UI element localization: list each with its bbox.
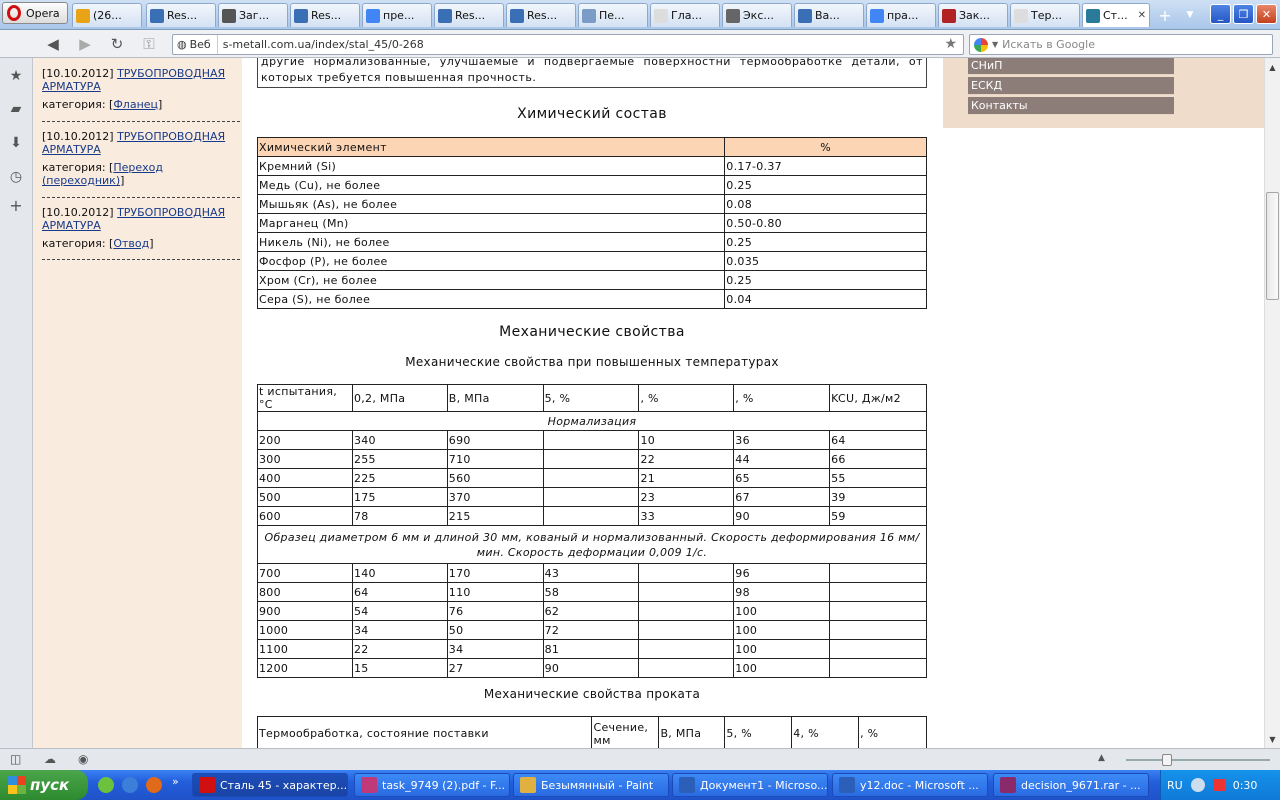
url-text: s-metall.com.ua/index/stal_45/0-268 <box>222 38 424 51</box>
browser-tab[interactable] <box>72 3 142 27</box>
taskbar-window-button[interactable] <box>354 773 510 797</box>
taskbar-window-button[interactable] <box>832 773 988 797</box>
header-cell: Сечение, мм <box>592 717 659 749</box>
value-cell: 1100 <box>258 640 353 659</box>
group-label: Нормализация <box>258 412 927 431</box>
tab-favicon-icon <box>294 9 308 23</box>
value-cell: 81 <box>543 640 639 659</box>
value-cell: 340 <box>352 431 447 450</box>
key-icon[interactable]: ⚿ <box>143 35 155 53</box>
table-row <box>258 507 927 526</box>
taskbar-window-label: Сталь 45 - характер... <box>220 778 348 792</box>
chem-table <box>257 137 927 309</box>
value-cell: 34 <box>352 621 447 640</box>
table-row <box>258 659 927 678</box>
google-icon <box>974 38 988 52</box>
header-cell: t испытания, °C <box>258 385 353 412</box>
value-cell: 700 <box>258 564 353 583</box>
value-cell <box>543 469 639 488</box>
taskbar-window-label: decision_9671.rar - ... <box>1021 778 1141 792</box>
value-cell: 100 <box>734 640 830 659</box>
value-cell <box>543 431 639 450</box>
value-cell: 100 <box>734 621 830 640</box>
tab-label: Res... <box>527 9 558 22</box>
tab-favicon-icon <box>582 9 596 23</box>
tab-label: Res... <box>167 9 198 22</box>
table-row <box>258 214 927 233</box>
taskbar-app-icon <box>199 777 215 793</box>
value-cell <box>543 507 639 526</box>
quicklaunch-icq-icon[interactable] <box>98 777 114 793</box>
value-cell: 100 <box>734 659 830 678</box>
value-cell: 170 <box>447 564 543 583</box>
tab-list-dropdown-icon[interactable]: ▼ <box>1186 10 1194 20</box>
table-row <box>258 271 927 290</box>
unite-cloud-icon[interactable]: ☁ <box>44 752 56 766</box>
minimize-button[interactable]: _ <box>1210 4 1231 24</box>
browser-tab[interactable] <box>1082 3 1150 27</box>
value-cell: 72 <box>543 621 639 640</box>
value-cell: 55 <box>830 469 927 488</box>
start-label: пуск <box>30 776 70 794</box>
news-item: [10.10.2012] ТРУБОПРОВОДНАЯ АРМАТУРА категория: [Отвод] <box>42 206 226 250</box>
reload-icon[interactable]: ↻ <box>110 35 124 53</box>
rolled-props-table <box>257 716 927 748</box>
search-engine-dropdown-icon[interactable]: ▼ <box>992 40 999 49</box>
taskbar-app-icon <box>679 777 695 793</box>
value-cell: 76 <box>447 602 543 621</box>
value-cell <box>830 659 927 678</box>
table-row <box>258 640 927 659</box>
show-status-icon[interactable]: ▲ <box>1098 753 1105 763</box>
tab-label: Гла... <box>671 9 702 22</box>
element-cell: Мышьяк (As), не более <box>258 195 725 214</box>
tab-label: Res... <box>311 9 342 22</box>
table-row <box>258 176 927 195</box>
search-placeholder: Искать в Google <box>1002 38 1095 51</box>
percent-cell: 0.04 <box>725 290 927 309</box>
rolled-props-title: Механические свойства проката <box>483 687 701 701</box>
value-cell: 43 <box>543 564 639 583</box>
header-cell: KCU, Дж/м2 <box>830 385 927 412</box>
panel-toggle-icon[interactable]: ◫ <box>10 752 22 766</box>
value-cell: 59 <box>830 507 927 526</box>
hot-props-title: Механические свойства при повышенных температурах <box>405 355 779 369</box>
value-cell <box>543 488 639 507</box>
scroll-down-arrow-icon[interactable]: ▼ <box>1269 734 1276 744</box>
news-item: [10.10.2012] ТРУБОПРОВОДНАЯ АРМАТУРА категория: [Фланец] <box>42 67 226 111</box>
bookmark-star-icon[interactable]: ★ <box>944 36 957 52</box>
percent-cell: 0.50-0.80 <box>725 214 927 233</box>
scrollbar-thumb[interactable] <box>1266 192 1279 300</box>
header-cell: 4, % <box>792 717 859 749</box>
news-divider <box>42 197 240 198</box>
value-cell <box>639 602 734 621</box>
value-cell: 66 <box>830 450 927 469</box>
tab-favicon-icon <box>726 9 740 23</box>
category-label: категория: <box>42 98 106 111</box>
tab-label: (26... <box>93 9 122 22</box>
tab-close-icon[interactable]: ✕ <box>1137 10 1146 21</box>
browser-tab[interactable] <box>938 3 1008 27</box>
value-cell: 370 <box>447 488 543 507</box>
browser-tab[interactable] <box>650 3 720 27</box>
value-cell <box>543 450 639 469</box>
browser-tab[interactable] <box>290 3 360 27</box>
quicklaunch-firefox-icon[interactable] <box>146 777 162 793</box>
header-cell: Химический элемент <box>258 138 725 157</box>
header-cell: , % <box>734 385 830 412</box>
value-cell <box>830 602 927 621</box>
table-row <box>258 583 927 602</box>
left-column <box>33 58 242 748</box>
browser-tab[interactable] <box>1010 3 1080 27</box>
percent-cell: 0.25 <box>725 233 927 252</box>
value-cell: 560 <box>447 469 543 488</box>
element-cell: Медь (Cu), не более <box>258 176 725 195</box>
taskbar-window-label: y12.doc - Microsoft ... <box>860 778 979 792</box>
value-cell <box>830 564 927 583</box>
header-cell: Термообработка, состояние поставки <box>258 717 592 749</box>
tab-favicon-icon <box>1086 9 1100 23</box>
news-date: [10.10.2012] <box>42 67 114 80</box>
table-row <box>258 564 927 583</box>
windows-taskbar <box>0 770 1280 800</box>
forward-icon[interactable]: ▶ <box>79 35 91 53</box>
value-cell: 690 <box>447 431 543 450</box>
value-cell: 50 <box>447 621 543 640</box>
taskbar-window-label: task_9749 (2).pdf - F... <box>382 778 506 792</box>
value-cell: 78 <box>352 507 447 526</box>
value-cell: 500 <box>258 488 353 507</box>
header-cell: B, МПа <box>659 717 725 749</box>
value-cell: 64 <box>352 583 447 602</box>
table-row <box>258 431 927 450</box>
browser-tab[interactable] <box>794 3 864 27</box>
tab-label: Пе... <box>599 9 625 22</box>
new-tab-button[interactable]: + <box>1158 5 1172 25</box>
taskbar-app-icon <box>361 777 377 793</box>
tray-antivirus-icon[interactable] <box>1213 779 1225 791</box>
opera-logo-icon <box>7 5 21 21</box>
value-cell: 710 <box>447 450 543 469</box>
maximize-button[interactable]: ❐ <box>1233 4 1254 24</box>
tab-label: пра... <box>887 9 919 22</box>
back-icon[interactable]: ◀ <box>47 35 59 53</box>
table-row <box>258 469 927 488</box>
value-cell: 100 <box>734 602 830 621</box>
header-cell: B, МПа <box>447 385 543 412</box>
percent-cell: 0.25 <box>725 271 927 290</box>
header-cell: 5, % <box>543 385 639 412</box>
value-cell: 1200 <box>258 659 353 678</box>
value-cell: 34 <box>447 640 543 659</box>
taskbar-window-label: Безымянный - Paint <box>541 778 654 792</box>
system-tray <box>1160 770 1280 800</box>
tab-favicon-icon <box>438 9 452 23</box>
taskbar-window-button[interactable] <box>993 773 1149 797</box>
value-cell <box>639 659 734 678</box>
mech-header-row <box>258 385 927 412</box>
tab-label: Экс... <box>743 9 774 22</box>
browser-status-bar <box>0 748 1280 770</box>
add-panel-icon[interactable]: + <box>9 195 23 215</box>
turbo-icon[interactable]: ◉ <box>78 752 89 766</box>
tab-label: пре... <box>383 9 415 22</box>
value-cell: 200 <box>258 431 353 450</box>
taskbar-app-icon <box>520 777 536 793</box>
value-cell: 90 <box>543 659 639 678</box>
tab-label: Ст... <box>1103 9 1128 22</box>
value-cell <box>830 583 927 602</box>
browser-tab[interactable] <box>866 3 936 27</box>
tab-favicon-icon <box>654 9 668 23</box>
tab-label: Зак... <box>959 9 990 22</box>
intro-text: другие нормализованные, улучшаемые и подвергаемые поверхностни термообработке детали, от которых требуется повышенная прочность. <box>261 58 923 84</box>
value-cell: 39 <box>830 488 927 507</box>
right-menu-item[interactable]: ЕСКД <box>968 77 1174 95</box>
table-row <box>258 252 927 271</box>
news-item: [10.10.2012] ТРУБОПРОВОДНАЯ АРМАТУРА категория: [Переход (переходник)] <box>42 130 226 187</box>
group-row <box>258 526 927 564</box>
value-cell: 67 <box>734 488 830 507</box>
news-divider <box>42 121 240 122</box>
bookmarks-star-icon[interactable]: ★ <box>9 68 23 84</box>
value-cell <box>830 621 927 640</box>
browser-tab[interactable] <box>506 3 576 27</box>
zoom-slider[interactable] <box>1126 759 1270 761</box>
tray-network-icon[interactable] <box>1191 778 1205 792</box>
scroll-up-arrow-icon[interactable]: ▲ <box>1269 62 1276 72</box>
tab-favicon-icon <box>1014 9 1028 23</box>
value-cell: 54 <box>352 602 447 621</box>
web-label: Веб <box>189 38 211 51</box>
hot-props-table <box>257 384 927 678</box>
right-menu-item[interactable]: Контакты <box>968 97 1174 115</box>
table-row <box>258 233 927 252</box>
value-cell: 175 <box>352 488 447 507</box>
news-title-link[interactable]: ТРУБОПРОВОДНАЯ АРМАТУРА <box>42 67 226 93</box>
value-cell: 36 <box>734 431 830 450</box>
value-cell: 22 <box>352 640 447 659</box>
taskbar-window-button[interactable] <box>513 773 669 797</box>
value-cell: 90 <box>734 507 830 526</box>
category-label: категория: <box>42 237 106 250</box>
tab-favicon-icon <box>366 9 380 23</box>
taskbar-window-button[interactable] <box>672 773 828 797</box>
news-date: [10.10.2012] <box>42 130 114 143</box>
globe-icon: ◍ <box>177 38 187 51</box>
tab-favicon-icon <box>222 9 236 23</box>
percent-cell: 0.08 <box>725 195 927 214</box>
value-cell: 400 <box>258 469 353 488</box>
value-cell: 300 <box>258 450 353 469</box>
search-field[interactable] <box>969 34 1273 55</box>
notes-icon[interactable]: ▰ <box>10 101 22 117</box>
value-cell: 23 <box>639 488 734 507</box>
mech-title: Механические свойства <box>499 324 685 340</box>
value-cell: 44 <box>734 450 830 469</box>
tab-favicon-icon <box>798 9 812 23</box>
tab-favicon-icon <box>510 9 524 23</box>
group-label: Образец диаметром 6 мм и длиной 30 мм, кованый и нормализованный. Скорость деформирования 16 мм/мин. Скорость деформации 0,009 1/с. <box>258 526 927 564</box>
value-cell: 225 <box>352 469 447 488</box>
value-cell: 65 <box>734 469 830 488</box>
tab-favicon-icon <box>942 9 956 23</box>
element-cell: Марганец (Mn) <box>258 214 725 233</box>
percent-cell: 0.17-0.37 <box>725 157 927 176</box>
language-indicator[interactable]: RU <box>1167 778 1183 792</box>
zoom-slider-handle[interactable] <box>1162 754 1172 766</box>
chem-title: Химический состав <box>517 106 667 122</box>
value-cell: 21 <box>639 469 734 488</box>
header-cell: 5, % <box>725 717 792 749</box>
element-cell: Кремний (Si) <box>258 157 725 176</box>
category-link[interactable]: Фланец <box>113 98 159 111</box>
value-cell: 58 <box>543 583 639 602</box>
quicklaunch-ie-icon[interactable] <box>122 777 138 793</box>
browser-tab[interactable] <box>434 3 504 27</box>
percent-cell: 0.035 <box>725 252 927 271</box>
element-cell: Сера (S), не более <box>258 290 725 309</box>
close-window-button[interactable]: ✕ <box>1256 4 1277 24</box>
web-indicator[interactable] <box>173 35 218 54</box>
table-row <box>258 450 927 469</box>
quicklaunch-more-icon[interactable]: » <box>172 775 179 788</box>
value-cell: 1000 <box>258 621 353 640</box>
value-cell: 96 <box>734 564 830 583</box>
web-page <box>33 58 1264 748</box>
value-cell: 255 <box>352 450 447 469</box>
category-label: категория: <box>42 161 106 174</box>
value-cell: 98 <box>734 583 830 602</box>
value-cell <box>830 640 927 659</box>
browser-side-panel <box>0 58 33 748</box>
value-cell: 110 <box>447 583 543 602</box>
news-title-link[interactable]: ТРУБОПРОВОДНАЯ АРМАТУРА <box>42 130 226 156</box>
value-cell: 10 <box>639 431 734 450</box>
header-cell: % <box>725 138 927 157</box>
history-clock-icon[interactable]: ◷ <box>9 169 23 185</box>
clock: 0:30 <box>1232 778 1258 792</box>
tab-label: Тер... <box>1031 9 1062 22</box>
browser-tab[interactable] <box>722 3 792 27</box>
browser-tab[interactable] <box>146 3 216 27</box>
table-row <box>258 290 927 309</box>
tab-favicon-icon <box>150 9 164 23</box>
element-cell: Хром (Cr), не более <box>258 271 725 290</box>
percent-cell: 0.25 <box>725 176 927 195</box>
address-field[interactable] <box>172 34 964 55</box>
value-cell <box>639 640 734 659</box>
element-cell: Фосфор (P), не более <box>258 252 725 271</box>
table-row <box>258 602 927 621</box>
value-cell: 15 <box>352 659 447 678</box>
right-menu-item[interactable]: СНиП <box>968 58 1174 75</box>
taskbar-window-button[interactable] <box>192 773 348 797</box>
browser-tab-bar <box>0 0 1280 30</box>
taskbar-app-icon <box>1000 777 1016 793</box>
news-divider <box>42 259 240 260</box>
address-toolbar <box>0 30 1280 58</box>
taskbar-window-label: Документ1 - Microso... <box>700 778 828 792</box>
value-cell: 600 <box>258 507 353 526</box>
value-cell: 33 <box>639 507 734 526</box>
value-cell <box>639 621 734 640</box>
opera-menu-button[interactable] <box>2 2 68 24</box>
opera-menu-label: Opera <box>26 6 60 20</box>
tab-favicon-icon <box>76 9 90 23</box>
element-cell: Никель (Ni), не более <box>258 233 725 252</box>
browser-tab[interactable] <box>362 3 432 27</box>
tab-label: Res... <box>455 9 486 22</box>
start-button[interactable] <box>0 770 88 800</box>
header-cell: 0,2, МПа <box>352 385 447 412</box>
tab-label: Ва... <box>815 9 840 22</box>
value-cell: 900 <box>258 602 353 621</box>
value-cell: 27 <box>447 659 543 678</box>
table-row <box>258 621 927 640</box>
header-cell: , % <box>859 717 927 749</box>
category-link[interactable]: Переход (переходник) <box>42 161 163 187</box>
value-cell: 140 <box>352 564 447 583</box>
category-link[interactable]: Отвод <box>113 237 150 250</box>
value-cell <box>639 564 734 583</box>
table-row <box>258 488 927 507</box>
chem-header-row <box>258 138 927 157</box>
windows-logo-icon <box>8 776 26 794</box>
table-row <box>258 157 927 176</box>
vertical-scrollbar[interactable] <box>1264 58 1280 748</box>
rolled-header-row <box>258 717 927 749</box>
news-date: [10.10.2012] <box>42 206 114 219</box>
group-row <box>258 412 927 431</box>
value-cell: 22 <box>639 450 734 469</box>
value-cell: 64 <box>830 431 927 450</box>
browser-tab[interactable] <box>218 3 288 27</box>
tab-label: Заг... <box>239 9 270 22</box>
taskbar-app-icon <box>839 777 855 793</box>
value-cell: 215 <box>447 507 543 526</box>
news-title-link[interactable]: ТРУБОПРОВОДНАЯ АРМАТУРА <box>42 206 226 232</box>
downloads-icon[interactable]: ⬇ <box>10 135 22 151</box>
header-cell: , % <box>639 385 734 412</box>
table-row <box>258 195 927 214</box>
value-cell: 62 <box>543 602 639 621</box>
intro-box <box>257 58 927 88</box>
browser-tab[interactable] <box>578 3 648 27</box>
value-cell <box>639 583 734 602</box>
tab-favicon-icon <box>870 9 884 23</box>
value-cell: 800 <box>258 583 353 602</box>
right-column <box>943 58 1264 128</box>
